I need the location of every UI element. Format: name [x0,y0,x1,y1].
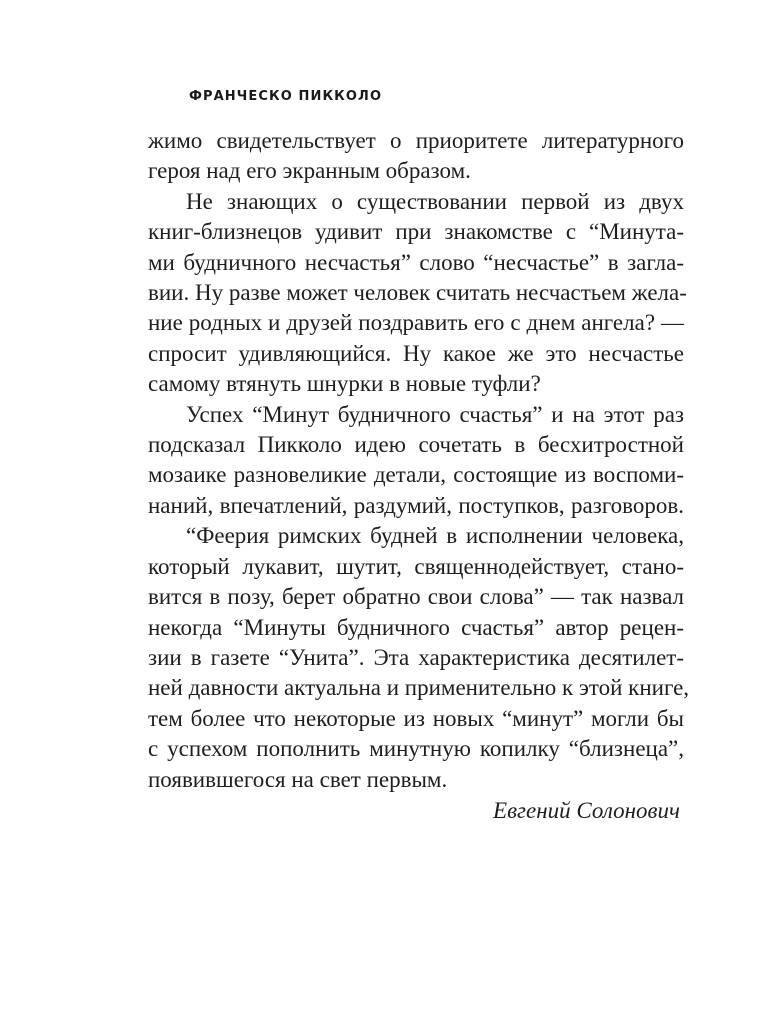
author-signature: Евгений Солонович [493,798,680,823]
text-line: некогда “Минуты будничного счастья” автор рецен- [148,614,684,640]
text-line: появившегося на свет первым. [148,766,448,792]
text-line: героя над его экранным образом. [148,158,471,184]
body-text [148,126,690,795]
text-line: жимо свидетельствует о приоритете литературного [148,128,684,153]
text-line: “Феерия римских будней в исполнении человека, [186,523,684,549]
text-line: вии. Ну разве может человек считать несчастьем жела- [148,280,687,306]
running-head: ФРАНЧЕСКО ПИККОЛО [189,89,383,104]
text-line: Успех “Минут будничного счастья” и на этот раз [186,401,684,427]
text-line: ми будничного несчастья” слово “несчастье” в загла- [148,249,684,275]
text-line: тем более что некоторые из новых “минут” могли бы [148,705,684,731]
text-line: книг-близнецов удивит при знакомстве с “Минута- [148,219,684,245]
text-line: ней давности актуальна и применительно к этой книге, [148,675,690,701]
text-line: который лукавит, шутит, священнодействует, стано- [148,553,684,579]
text-line: спросит удивляющийся. Ну какое же это несчастье [148,340,684,366]
text-line: самому втянуть шнурки в новые туфли? [148,371,541,397]
text-line: зии в газете “Унита”. Эта характеристика десятилет- [148,644,684,670]
text-line: подсказал Пикколо идею сочетать в бесхитростной [148,432,684,458]
text-line: наний, впечатлений, раздумий, поступков, разговоров. [148,492,684,518]
text-line: мозаике разновеликие детали, состоящие из воспоми- [148,462,684,488]
text-line: Не знающих о существовании первой из двух [186,188,684,214]
text-line: вится в позу, берет обратно свои слова” — так назвал [148,584,684,610]
text-line: с успехом пополнить минутную копилку “близнеца”, [148,736,684,762]
text-line: ние родных и друзей поздравить его с днем ангела? — [148,310,684,336]
